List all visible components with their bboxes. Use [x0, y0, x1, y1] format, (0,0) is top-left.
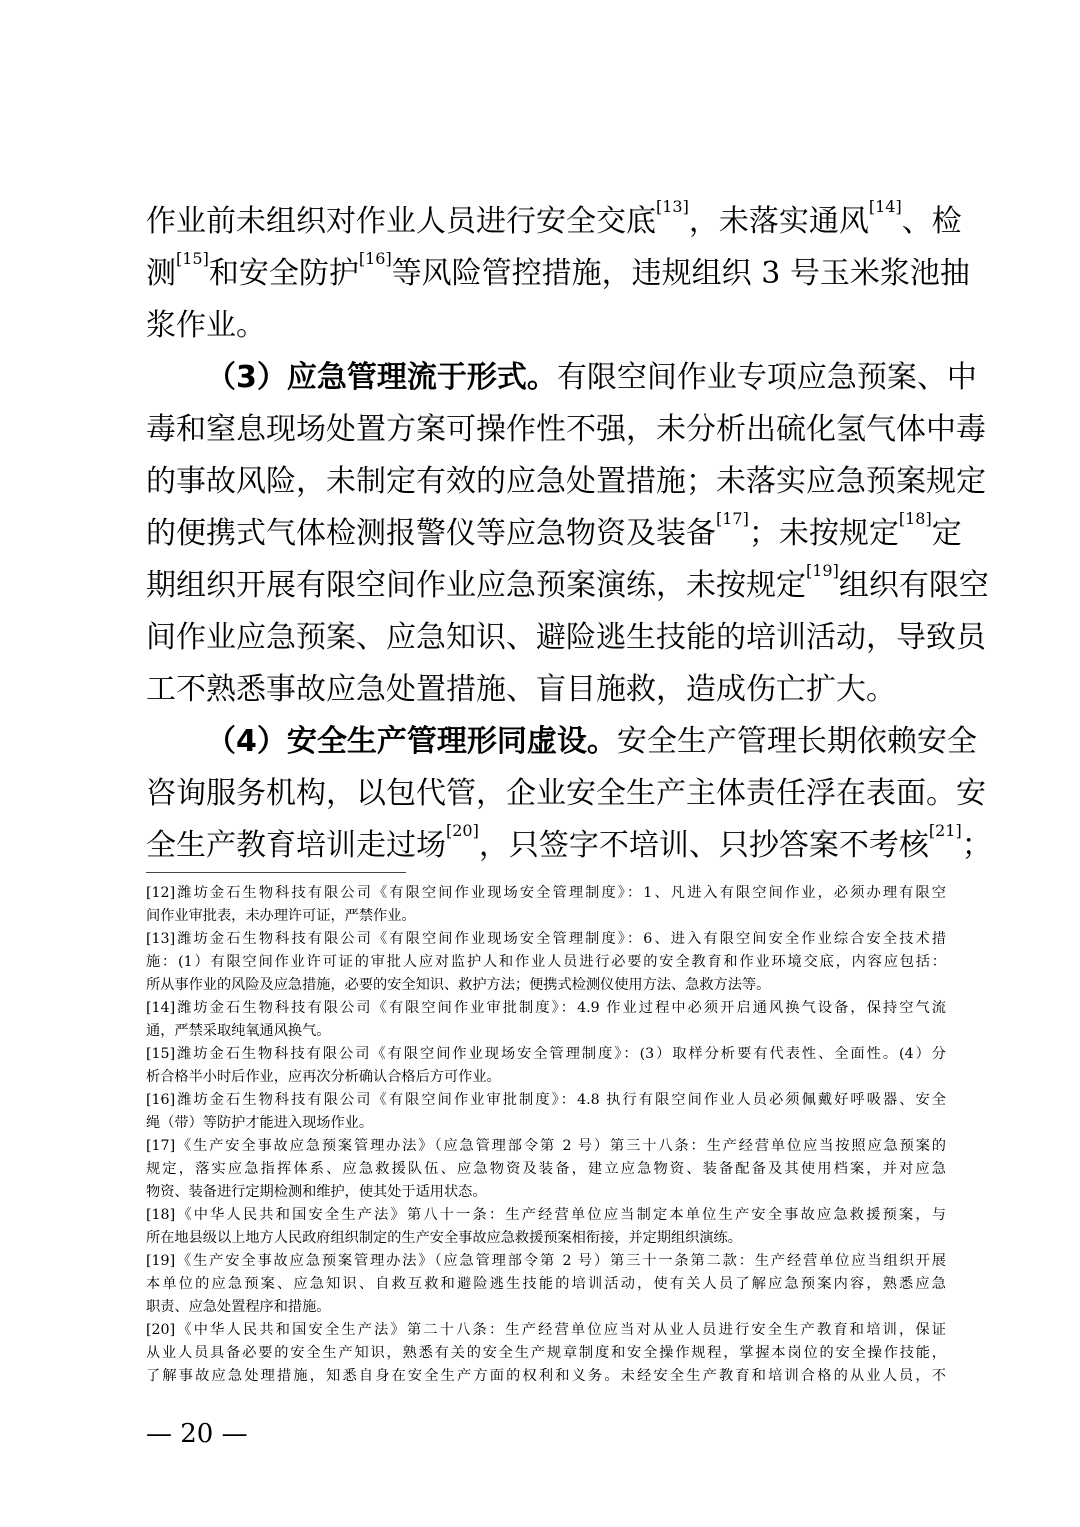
footnote-line: 本单位的应急预案、应急知识、自救互救和避险逃生技能的培训活动，使有关人员了解应急预案内容，熟悉应急: [146, 1276, 946, 1292]
footnote-line: [15]潍坊金石生物科技有限公司《有限空间作业现场安全管理制度》：(3）取样分析要有代表性、全面性。(4）分: [146, 1046, 946, 1062]
footnote-line: 规定，落实应急指挥体系、应急救援队伍、应急物资及装备，建立应急物资、装备配备及其使用档案，并对应急: [146, 1161, 946, 1177]
footnote-line: [13]潍坊金石生物科技有限公司《有限空间作业现场安全管理制度》：6、进入有限空间安全作业综合安全技术措: [146, 931, 946, 947]
footnote-line: 通，严禁采取纯氧通风换气。: [146, 1023, 331, 1039]
body-line-13: 全生产教育培训走过场[20]，只签字不培训、只抄答案不考核[21]；: [146, 821, 992, 863]
body-line-9: 间作业应急预案、应急知识、避险逃生技能的培训活动，导致员: [146, 620, 986, 655]
body-line-5: 毒和窒息现场处置方案可操作性不强，未分析出硫化氢气体中毒: [146, 412, 986, 447]
body-line-12: 咨询服务机构，以包代管，企业安全生产主体责任浮在表面。安: [146, 776, 986, 811]
footnote-ref-16: [16]: [358, 249, 392, 268]
footnote-line: 绳（带）等防护才能进入现场作业。: [146, 1115, 374, 1131]
section-heading-3: （3）应急管理流于形式。: [206, 360, 557, 395]
body-line-11: （4）安全生产管理形同虚设。安全生产管理长期依赖安全: [206, 724, 977, 759]
footnote-line: [17]《生产安全事故应急预案管理办法》（应急管理部令第 2 号）第三十八条：生产经营单位应当按照应急预案的: [146, 1138, 946, 1154]
section-heading-4: （4）安全生产管理形同虚设。: [206, 724, 617, 759]
footnote-line: [18]《中华人民共和国安全生产法》第八十一条：生产经营单位应当制定本单位生产安全事故应急救援预案，与: [146, 1207, 946, 1223]
body-line-4: （3）应急管理流于形式。有限空间作业专项应急预案、中: [206, 360, 977, 395]
footnote-line: [19]《生产安全事故应急预案管理办法》（应急管理部令第 2 号）第三十一条第二款：生产经营单位应当组织开展: [146, 1253, 946, 1269]
footnote-line: [14]潍坊金石生物科技有限公司《有限空间作业审批制度》：4.9 作业过程中必须开启通风换气设备，保持空气流: [146, 1000, 946, 1016]
body-line-7: 的便携式气体检测报警仪等应急物资及装备[17]；未按规定[18]定: [146, 509, 962, 551]
footnote-line: 从业人员具备必要的安全生产知识，熟悉有关的安全生产规章制度和安全操作规程，掌握本岗位的安全操作技能，: [146, 1345, 946, 1361]
body-line-6: 的事故风险，未制定有效的应急处置措施；未落实应急预案规定: [146, 464, 986, 499]
footnote-ref-13: [13]: [656, 197, 689, 216]
footnote-line: [12]潍坊金石生物科技有限公司《有限空间作业现场安全管理制度》：1、凡进入有限空间作业，必须办理有限空: [146, 885, 946, 901]
footnote-line: 施：(1）有限空间作业许可证的审批人应对监护人和作业人员进行必要的安全教育和作业环境交底，内容应包括：: [146, 954, 946, 970]
footnote-line: 间作业审批表，未办理许可证，严禁作业。: [146, 908, 416, 924]
footnote-line: 所在地县级以上地方人民政府组织制定的生产安全事故应急救援预案相衔接，并定期组织演练。: [146, 1230, 742, 1246]
body-line-10: 工不熟悉事故应急处置措施、盲目施救，造成伤亡扩大。: [146, 672, 896, 707]
page-number: — 20 —: [146, 1419, 248, 1449]
body-line-8: 期组织开展有限空间作业应急预案演练，未按规定[19]组织有限空: [146, 561, 989, 603]
footnote-line: 物资、装备进行定期检测和维护，使其处于适用状态。: [146, 1184, 487, 1200]
footnote-ref-18: [18]: [898, 509, 932, 528]
footnote-ref-21: [21]: [928, 821, 962, 840]
footnote-ref-15: [15]: [176, 249, 209, 268]
body-line-3: 浆作业。: [146, 308, 266, 343]
footnote-ref-14: [14]: [868, 197, 902, 216]
body-line-2: 测[15]和安全防护[16]等风险管控措施，违规组织 3 号玉米浆池抽: [146, 249, 970, 291]
footnote-line: [16]潍坊金石生物科技有限公司《有限空间作业审批制度》：4.8 执行有限空间作业人员必须佩戴好呼吸器、安全: [146, 1092, 946, 1108]
footnote-line: 职责、应急处置程序和措施。: [146, 1299, 331, 1315]
footnote-ref-20: [20]: [446, 821, 479, 840]
body-line-1: 作业前未组织对作业人员进行安全交底[13]，未落实通风[14]、检: [146, 197, 962, 239]
footnote-line: 析合格半小时后作业，应再次分析确认合格后方可作业。: [146, 1069, 501, 1085]
footnote-line: 所从事作业的风险及应急措施，必要的安全知识、救护方法；便携式检测仪使用方法、急救方法等。: [146, 977, 771, 993]
footnote-divider: [146, 872, 406, 873]
footnote-ref-17: [17]: [716, 509, 749, 528]
footnote-line: [20]《中华人民共和国安全生产法》第二十八条：生产经营单位应当对从业人员进行安全生产教育和培训，保证: [146, 1322, 946, 1338]
footnote-line: 了解事故应急处理措施，知悉自身在安全生产方面的权利和义务。未经安全生产教育和培训合格的从业人员，不: [146, 1368, 946, 1384]
footnote-ref-19: [19]: [806, 561, 839, 580]
